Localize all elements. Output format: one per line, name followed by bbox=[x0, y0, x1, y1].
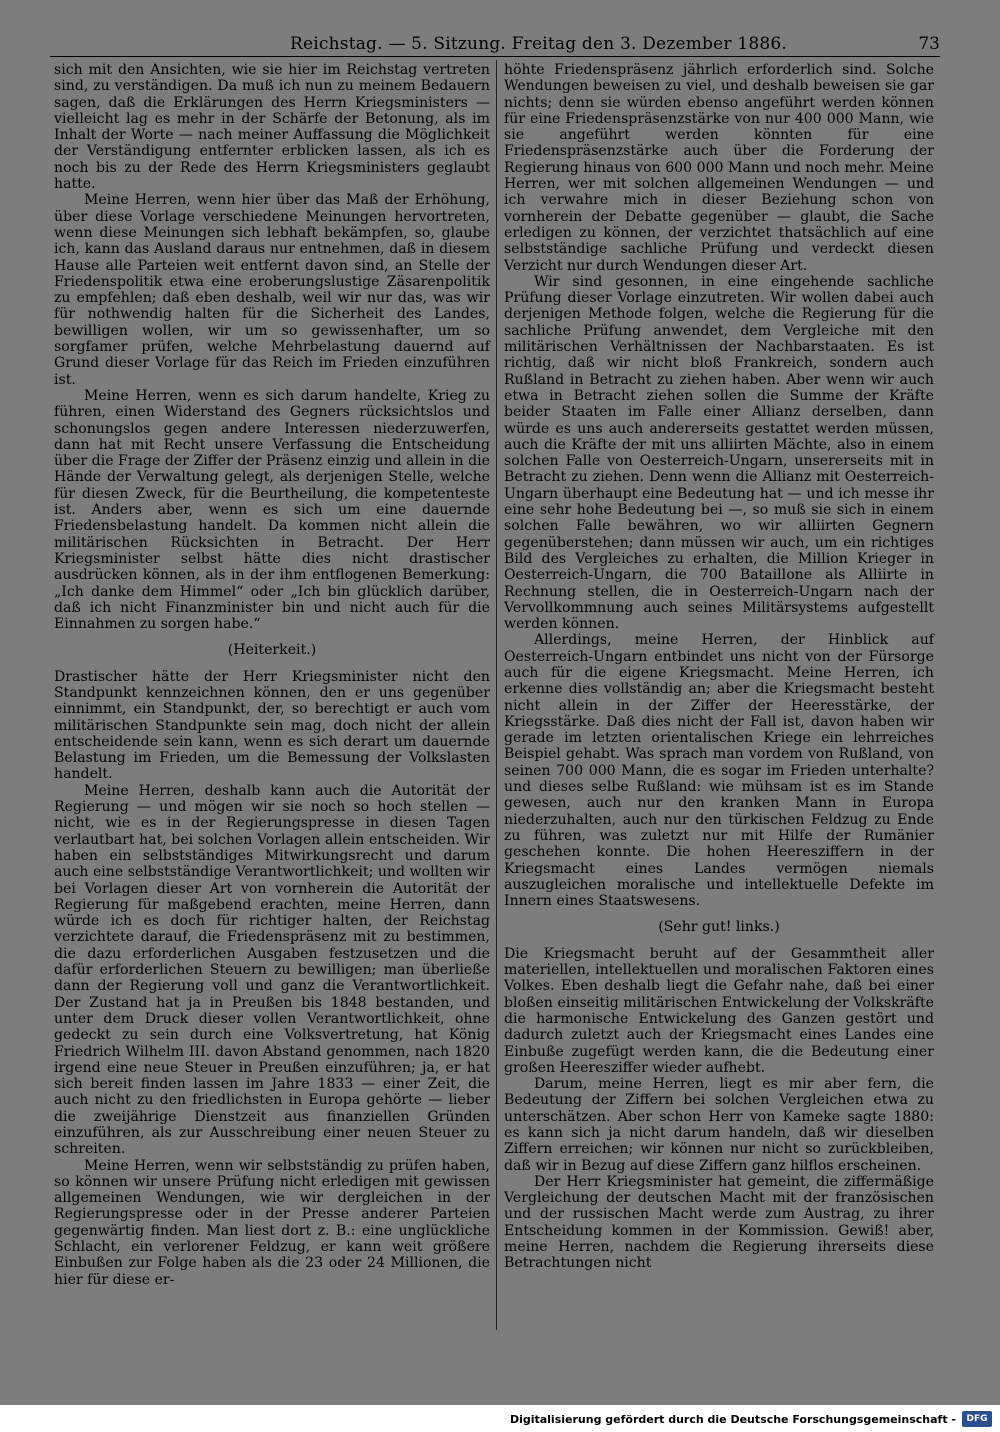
paragraph: Darum, meine Herren, liegt es mir aber fern, die Bedeutung der Ziffern bei solchen Vergleichen etwa zu unterschätzen. Aber schon Herr von Kameke sagte 1880: es kann sich ja nicht darum handeln, daß wir dieselben Ziffern erreichen; wir können nur nicht so zurückbleiben, daß wir in Bezug auf diese Ziffern ganz hilflos erscheinen. bbox=[504, 1076, 934, 1174]
page-number: 73 bbox=[918, 34, 940, 54]
left-column bbox=[54, 62, 490, 1288]
paragraph: Meine Herren, deshalb kann auch die Autorität der Regierung — und mögen wir sie noch so hoch stellen — nicht, wie es in der Regierungspresse in diesen Tagen verlautbart hat, bei solchen Vorlagen allein entscheiden. Wir haben ein selbstständiges Mitwirkungsrecht und darum auch eine selbstständige Verantwortlichkeit; und wollten wir bei Vorlagen dieser Art von vornherein die Autorität der Regierung für maßgebend erachten, meine Herren, dann würde ich es doch für richtiger halten, der Reichstag verzichtete darauf, die Friedenspräsenz mit zu bestimmen, die dazu erforderlichen Ausgaben festzusetzen und die dafür erforderlichen Steuern zu bewilligen; man überließe dann der Regierung voll und ganz die Verantwortlichkeit. Der Zustand hat ja in Preußen bis 1848 bestanden, und unter dem Druck dieser vollen Verantwortlichkeit, ohne gedeckt zu sein durch eine Volksvertretung, hat König Friedrich Wilhelm III. davon Abstand genommen, nach 1820 irgend eine neue Steuer in Preußen einzuführen; ja, er hat sich bereit finden lassen im Jahre 1833 — einer Zeit, die auch nicht zu den friedlichsten in Europa gehörte — lieber die zweijährige Dienstzeit aus finanziellen Gründen einzuführen, als zur Ausschreibung einer neuen Steuer zu schreiten. bbox=[54, 782, 490, 1158]
paragraph: Der Herr Kriegsminister hat gemeint, die ziffermäßige Vergleichung der deutschen Macht mit der französischen und der russischen Macht werde zum Austrag, zu ihrer Entscheidung kommen in der Kommission. Gewiß! aber, meine Herren, nachdem die Regierung ihrerseits diese Betrachtungen nicht bbox=[504, 1173, 934, 1272]
dfg-logo: DFG bbox=[962, 1411, 992, 1427]
paragraph: Meine Herren, wenn wir selbstständig zu prüfen haben, so können wir unsere Prüfung nicht erledigen mit gewissen allgemeinen Wendungen, wie wir dergleichen in der Regierungspresse oder in der Presse anderer Parteien gegenwärtig finden. Man liest dort z. B.: eine unglückliche Schlacht, ein verlorener Feldzug, er kann weit größere Einbußen zur Folge haben als die 23 oder 24 Millionen, die hier für diese er- bbox=[54, 1157, 490, 1288]
paragraph: Meine Herren, wenn es sich darum handelte, Krieg zu führen, einen Widerstand des Gegners rücksichtslos und schonungslos gegen andere Interessen niederzuwerfen, dann hat mit Recht unsere Verfassung die Entscheidung über die Frage der Ziffer der Präsenz einzig und allein in die Hände der Verwaltung gelegt, als derjenigen Stelle, welche für diesen Zweck, für die Beurtheilung, die kompetenteste ist. Anders aber, wenn es sich um eine dauernde Friedensbelastung handelt. Da kommen nicht allein die militärischen Rücksichten in Betracht. Der Herr Kriegsminister selbst hätte dies nicht drastischer ausdrücken können, als in der ihm entflogenen Bemerkung: „Ich danke dem Himmel“ oder „Ich bin glücklich darüber, daß ich nicht Finanzminister bin und nicht auch für die Einnahmen zu sorgen habe.“ bbox=[54, 387, 490, 633]
right-column bbox=[504, 62, 934, 1272]
interjection: (Sehr gut! links.) bbox=[658, 919, 780, 936]
paragraph: Wir sind gesonnen, in eine eingehende sachliche Prüfung dieser Vorlage einzutreten. Wir wollen dabei auch derjenigen Methode folgen, welche die Regierung für die sachliche Prüfung anwendet, dem Vergleiche mit den militärischen Verhältnissen der Nachbarstaaten. Es ist richtig, daß wir nicht bloß Frankreich, sondern auch Rußland in Betracht zu ziehen haben. Aber wenn wir auch etwa in Betracht ziehen sollen die Summe der Kräfte beider Staaten im Falle einer Allianz derselben, dann würde es uns auch andererseits gestattet werden müssen, auch die Kräfte der mit uns alliirten Mächte, also in einem solchen Falle von Oesterreich-Ungarn, unsererseits mit in Betracht zu ziehen. Denn wenn die Allianz mit Oesterreich-Ungarn überhaupt eine Bedeutung hat — und ich messe ihr eine sehr hohe Bedeutung bei —, so muß sie sich in einem solchen Falle bewähren, wo wir alliirten Gegnern gegenüberstehen; dann müssen wir auch, um ein richtiges Bild des Vergleiches zu erhalten, die Million Krieger in Oesterreich-Ungarn, die 700 Bataillone als Alliirte in Rechnung stellen, die in Oesterreich-Ungarn nach der Vervollkommnung auch seines Militärsystems aufgestellt werden können. bbox=[504, 273, 934, 633]
interjection: (Heiterkeit.) bbox=[227, 642, 317, 659]
paragraph: Drastischer hätte der Herr Kriegsminister nicht den Standpunkt kennzeichnen können, den er uns gegenüber einnimmt, ein Standpunkt, der, so berechtigt er auch vom militärischen Standpunkte sein mag, doch nicht der allein entscheidende sein kann, wenn es sich derart um dauernde Belastung im Frieden, um die Bemessung der Volkslasten handelt. bbox=[54, 668, 490, 783]
header-title: Reichstag. — 5. Sitzung. Freitag den 3. Dezember 1886. bbox=[290, 34, 787, 54]
funding-credit: Digitalisierung gefördert durch die Deutsche Forschungsgemeinschaft - bbox=[509, 1413, 956, 1426]
footer-bar bbox=[0, 1405, 1000, 1432]
running-header bbox=[50, 34, 940, 57]
paragraph: Allerdings, meine Herren, der Hinblick auf Oesterreich-Ungarn entbindet uns nicht von der Fürsorge auch für die eigene Kriegsmacht. Meine Herren, ich erkenne dies vollständig an; aber die Kriegsmacht besteht nicht allein in der Ziffer der Heeresstärke, der Kriegsstärke. Daß dies nicht der Fall ist, davon haben wir gerade im letzten orientalischen Kriege ein lehrreiches Beispiel gehabt. Was sprach man vordem von Rußland, von seinen 700 000 Mann, die es sogar im Frieden unterhalte? und dieses selbe Rußland: wie mühsam ist es im Stande gewesen, auch nur den kranken Mann in Europa niederzuhalten, auch nur den türkischen Feldzug zu Ende zu führen, was zuletzt nur mit Hilfe der Rumänier geschehen konnte. Die hohen Heeresziffern in der Kriegsmacht eines Landes vermögen niemals auszugleichen moralische und intellektuelle Defekte im Innern eines Staatswesens. bbox=[504, 632, 934, 910]
column-divider bbox=[496, 60, 497, 1330]
paragraph: Meine Herren, wenn hier über das Maß der Erhöhung, über diese Vorlage verschiedene Meinungen hervortreten, wenn diese Meinungen sich lebhaft bekämpfen, so, glaube ich, kann das Ausland daraus nur entnehmen, daß in diesem Hause alle Parteien weit entfernt davon sind, an Stelle der Friedenspolitik etwa eine eroberungslustige Zäsarenpolitik zu empfehlen; daß eben deshalb, weil wir nur das, was wir für nothwendig halten für die Sicherheit des Landes, bewilligen wollen, wir um so gewissenhafter, um so sorgfamer prüfen, welche Mehrbelastung dauernd auf Grund dieser Vorlage für das Reich im Frieden einzuführen ist. bbox=[54, 192, 490, 388]
paragraph: Die Kriegsmacht beruht auf der Gesammtheit aller materiellen, intellektuellen und moralischen Faktoren eines Volkes. Eben deshalb liegt die Gefahr nahe, daß bei einer bloßen einseitig militärischen Entwickelung der Volkskräfte die harmonische Entwickelung des Ganzen gestört und dadurch zuletzt auch der Kriegsmacht eines Landes eine Einbuße zugefügt werden kann, die die Bedeutung einer großen Heeresziffer wieder aufhebt. bbox=[504, 945, 934, 1076]
paragraph: sich mit den Ansichten, wie sie hier im Reichstag vertreten sind, zu verständigen. Da muß ich nun zu meinem Bedauern sagen, daß die Erklärungen des Herrn Kriegsministers — vielleicht lag es mehr in der Schärfe der Betonung, als im Inhalt der Worte — nach meiner Auffassung die Möglichkeit der Verständigung entfernter erblicken lassen, als ich es noch bis zu der Rede des Herrn Kriegsministers geglaubt hatte. bbox=[54, 62, 490, 193]
paragraph: höhte Friedenspräsenz jährlich erforderlich sind. Solche Wendungen beweisen zu viel, und deshalb beweisen sie gar nichts; denn sie würden ebenso angeführt werden können für eine Friedenspräsenzstärke von nur 400 000 Mann, wie sie angeführt werden könnten für eine Friedenspräsenzstärke auch über die Forderung der Regierung hinaus von 600 000 Mann und noch mehr. Meine Herren, wer mit solchen allgemeinen Wendungen — und ich verwahre mich in dieser Beziehung schon von vornherein der Debatte gegenüber — glaubt, die Sache erledigen zu können, der verzichtet thatsächlich auf eine selbstständige sachliche Prüfung und verdeckt diesen Verzicht nur durch Wendungen dieser Art. bbox=[504, 62, 934, 274]
